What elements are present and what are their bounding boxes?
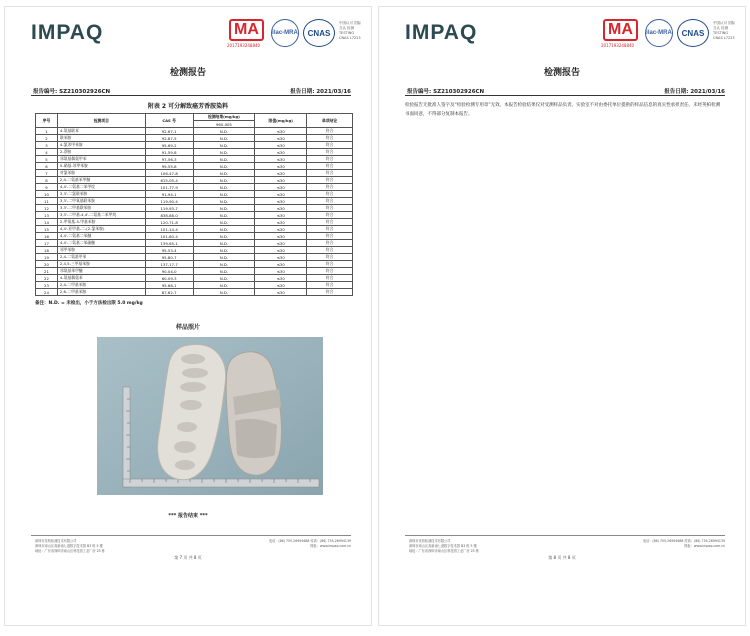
footer-divider bbox=[31, 535, 351, 536]
report-number: 报告编号: SZ210302926CN bbox=[33, 89, 111, 95]
cnas-icon: CNAS bbox=[303, 19, 335, 47]
table-cell: 符合 bbox=[307, 261, 353, 268]
table-cell: 4-氯邻甲苯胺 bbox=[57, 142, 145, 149]
table-cell: N.D. bbox=[193, 149, 255, 156]
table-cell: 95-80-7 bbox=[145, 254, 193, 261]
table-cell: ≤30 bbox=[255, 135, 307, 142]
table-cell: N.D. bbox=[193, 268, 255, 275]
table-cell: 16 bbox=[36, 233, 58, 240]
table-cell: 邻氨基苯甲醚 bbox=[57, 268, 145, 275]
table-cell: 91-94-1 bbox=[145, 191, 193, 198]
impaq-logo: IMPAQ bbox=[31, 21, 104, 44]
table-cell: 9 bbox=[36, 184, 58, 191]
table-cell: 6 bbox=[36, 163, 58, 170]
table-cell: ≤30 bbox=[255, 226, 307, 233]
ma-cert-number: 2017193248840 bbox=[227, 43, 261, 48]
page-footer bbox=[409, 539, 725, 554]
table-cell: ≤30 bbox=[255, 142, 307, 149]
table-cell: 92-67-1 bbox=[145, 128, 193, 135]
table-row bbox=[36, 275, 353, 282]
table-cell: 90-04-0 bbox=[145, 268, 193, 275]
table-cell: N.D. bbox=[193, 226, 255, 233]
table-cell: 4-氨基偶氮苯 bbox=[57, 275, 145, 282]
table-cell: 11 bbox=[36, 198, 58, 205]
table-row bbox=[36, 177, 353, 184]
table-cell: N.D. bbox=[193, 198, 255, 205]
sample-photo-title: 样品照片 bbox=[175, 324, 200, 331]
table-cell: 101-77-9 bbox=[145, 184, 193, 191]
table-note: 备注：N.D. = 未检出，小于方法检出限 5.0 mg/kg bbox=[35, 301, 143, 306]
table-cell: 符合 bbox=[307, 254, 353, 261]
report-page-7 bbox=[4, 6, 372, 626]
ma-cert-mark: MA bbox=[603, 19, 638, 41]
table-cell: 2 bbox=[36, 135, 58, 142]
table-cell: N.D. bbox=[193, 170, 255, 177]
table-cell: 符合 bbox=[307, 240, 353, 247]
table-cell: 2-萘胺 bbox=[57, 149, 145, 156]
table-cell: 4,4'-二氨基二苯甲烷 bbox=[57, 184, 145, 191]
table-cell: 符合 bbox=[307, 149, 353, 156]
col-header: CAS 号 bbox=[145, 114, 193, 128]
page-footer bbox=[35, 539, 351, 554]
table-cell: ≤30 bbox=[255, 170, 307, 177]
table-row bbox=[36, 170, 353, 177]
table-cell: 2,6-二甲基苯胺 bbox=[57, 289, 145, 296]
report-page-8 bbox=[378, 6, 746, 626]
header-divider bbox=[31, 95, 351, 96]
table-cell: 2,4-二氨基甲苯 bbox=[57, 254, 145, 261]
table-cell: 12 bbox=[36, 205, 58, 212]
table-cell: 联苯胺 bbox=[57, 135, 145, 142]
table-cell: 97-56-3 bbox=[145, 156, 193, 163]
table-cell: 5 bbox=[36, 156, 58, 163]
table-cell: 21 bbox=[36, 268, 58, 275]
table-cell: 对氯苯胺 bbox=[57, 170, 145, 177]
table-cell: 2-甲氧基-5-甲基苯胺 bbox=[57, 219, 145, 226]
table-cell: 2,4,5-三甲基苯胺 bbox=[57, 261, 145, 268]
table-cell: 4-氨基联苯 bbox=[57, 128, 145, 135]
table-cell: 106-47-8 bbox=[145, 170, 193, 177]
table-cell: 符合 bbox=[307, 142, 353, 149]
table-cell: N.D. bbox=[193, 233, 255, 240]
table-cell: N.D. bbox=[193, 205, 255, 212]
table-cell: 符合 bbox=[307, 226, 353, 233]
table-cell: ≤30 bbox=[255, 275, 307, 282]
table-cell: 22 bbox=[36, 275, 58, 282]
table-row bbox=[36, 212, 353, 219]
footer-company: 深圳市英柏检测技术有限公司 bbox=[35, 539, 77, 543]
table-cell: 23 bbox=[36, 282, 58, 289]
table-row bbox=[36, 135, 353, 142]
table-cell: 119-93-7 bbox=[145, 205, 193, 212]
table-cell: 838-88-0 bbox=[145, 212, 193, 219]
table-cell: ≤30 bbox=[255, 156, 307, 163]
col-header: 序号 bbox=[36, 114, 58, 128]
table-cell: N.D. bbox=[193, 240, 255, 247]
table-cell: N.D. bbox=[193, 212, 255, 219]
table-row bbox=[36, 282, 353, 289]
table-row bbox=[36, 254, 353, 261]
table-cell: 5-硝基-邻甲苯胺 bbox=[57, 163, 145, 170]
table-cell: 3,3'-二甲氧基联苯胺 bbox=[57, 198, 145, 205]
table-cell: ≤30 bbox=[255, 212, 307, 219]
report-title: 检测报告 bbox=[543, 68, 580, 78]
table-row bbox=[36, 226, 353, 233]
table-cell: 7 bbox=[36, 170, 58, 177]
table-row bbox=[36, 142, 353, 149]
table-cell: 邻氨基偶氮甲苯 bbox=[57, 156, 145, 163]
table-cell: 18 bbox=[36, 247, 58, 254]
footer-address-2: 地址：广东省深圳市南山区科技园工业厂房 25 栋 bbox=[35, 549, 105, 553]
table-row bbox=[36, 205, 353, 212]
certification-marks bbox=[601, 19, 737, 49]
certification-marks bbox=[227, 19, 363, 49]
report-end: *** 报告结束 *** bbox=[168, 513, 208, 519]
table-cell: 符合 bbox=[307, 191, 353, 198]
table-row bbox=[36, 163, 353, 170]
table-cell: ≤30 bbox=[255, 233, 307, 240]
cert-text: 中国认可 国际互认 检测 TESTING CNAS L7223 bbox=[713, 21, 736, 40]
table-title: 附表 2 可分解致癌芳香胺染料 bbox=[147, 103, 229, 110]
table-cell: 10 bbox=[36, 191, 58, 198]
table-cell: 符合 bbox=[307, 177, 353, 184]
table-cell: 17 bbox=[36, 240, 58, 247]
table-cell: 3,3'-二氯联苯胺 bbox=[57, 191, 145, 198]
table-row bbox=[36, 149, 353, 156]
table-cell: 符合 bbox=[307, 205, 353, 212]
table-cell: 14 bbox=[36, 219, 58, 226]
ma-cert-icon bbox=[601, 19, 641, 49]
report-date: 报告日期: 2021/03/16 bbox=[664, 89, 725, 95]
table-cell: 139-65-1 bbox=[145, 240, 193, 247]
table-cell: 99-55-8 bbox=[145, 163, 193, 170]
table-cell: N.D. bbox=[193, 219, 255, 226]
table-cell: 120-71-8 bbox=[145, 219, 193, 226]
table-cell: ≤30 bbox=[255, 261, 307, 268]
ilac-mra-icon: ilac-MRA bbox=[271, 19, 299, 47]
cnas-icon: CNAS bbox=[677, 19, 709, 47]
table-cell: 符合 bbox=[307, 135, 353, 142]
table-cell: 101-14-4 bbox=[145, 226, 193, 233]
table-cell: 符合 bbox=[307, 212, 353, 219]
table-cell: 4,4'-二氨基二苯醚 bbox=[57, 233, 145, 240]
table-cell: 4,4'-二氨基二苯硫醚 bbox=[57, 240, 145, 247]
table-cell: 15 bbox=[36, 226, 58, 233]
table-cell: 87-62-7 bbox=[145, 289, 193, 296]
table-cell: 4,4'-亚甲基-二-(2-氯苯胺) bbox=[57, 226, 145, 233]
table-cell: 1 bbox=[36, 128, 58, 135]
table-cell: ≤30 bbox=[255, 177, 307, 184]
table-cell: ≤30 bbox=[255, 191, 307, 198]
ilac-mra-icon: ilac-MRA bbox=[645, 19, 673, 47]
table-cell: 20 bbox=[36, 261, 58, 268]
table-cell: 符合 bbox=[307, 282, 353, 289]
table-cell: 符合 bbox=[307, 184, 353, 191]
table-cell: 95-53-4 bbox=[145, 247, 193, 254]
table-cell: N.D. bbox=[193, 135, 255, 142]
table-cell: ≤30 bbox=[255, 163, 307, 170]
table-row bbox=[36, 128, 353, 135]
table-cell: 3,3'-二甲基-4,4'-二氨基二苯甲烷 bbox=[57, 212, 145, 219]
table-cell: 3 bbox=[36, 142, 58, 149]
table-cell: 92-87-5 bbox=[145, 135, 193, 142]
table-cell: 95-69-2 bbox=[145, 142, 193, 149]
report-meta bbox=[33, 87, 351, 95]
table-cell: N.D. bbox=[193, 184, 255, 191]
table-cell: ≤30 bbox=[255, 254, 307, 261]
table-cell: N.D. bbox=[193, 275, 255, 282]
table-cell: 60-09-3 bbox=[145, 275, 193, 282]
table-cell: ≤30 bbox=[255, 282, 307, 289]
col-header: 限值(mg/kg) bbox=[255, 114, 307, 128]
table-cell: ≤30 bbox=[255, 247, 307, 254]
footer-address: 深圳市南山区高新南七道数字技术园 B3 栋 5 楼 bbox=[409, 544, 477, 548]
table-cell: N.D. bbox=[193, 156, 255, 163]
page-number: 第 7 页 共 8 页 bbox=[174, 555, 202, 560]
table-row bbox=[36, 240, 353, 247]
table-cell: N.D. bbox=[193, 177, 255, 184]
sample-photo bbox=[97, 337, 323, 495]
page-number: 第 8 页 共 8 页 bbox=[548, 555, 576, 560]
table-cell: 邻甲苯胺 bbox=[57, 247, 145, 254]
sample-id-header: 960-005 bbox=[193, 121, 255, 128]
table-body bbox=[36, 128, 353, 296]
table-cell: 符合 bbox=[307, 247, 353, 254]
table-cell: 符合 bbox=[307, 128, 353, 135]
table-header-row bbox=[36, 114, 353, 121]
footer-divider bbox=[405, 535, 725, 536]
table-cell: N.D. bbox=[193, 128, 255, 135]
ma-cert-number: 2017193248840 bbox=[601, 43, 635, 48]
table-cell: N.D. bbox=[193, 163, 255, 170]
table-row bbox=[36, 289, 353, 296]
table-cell: N.D. bbox=[193, 247, 255, 254]
footer-contact: 电话：(86) 755-26994688 传真：(86) 755-26994139 bbox=[268, 539, 351, 543]
impaq-logo: IMPAQ bbox=[405, 21, 478, 44]
table-cell: 符合 bbox=[307, 163, 353, 170]
dye-results-table bbox=[35, 113, 353, 296]
report-remark: 检验报告无批准人签字及“检验检测专用章”无效。本报告检验结果仅对受测样品负责。实验室不对由委托单位提供的样品信息的真实性承担责任。未经英柏检测书面同意，不得部分复制本报告。 bbox=[405, 103, 721, 117]
report-date: 报告日期: 2021/03/16 bbox=[290, 89, 351, 95]
footer-company: 深圳市英柏检测技术有限公司 bbox=[409, 539, 451, 543]
report-meta bbox=[407, 87, 725, 95]
header-divider bbox=[405, 95, 725, 96]
table-cell: 615-05-4 bbox=[145, 177, 193, 184]
table-cell: N.D. bbox=[193, 254, 255, 261]
cert-text: 中国认可 国际互认 检测 TESTING CNAS L7223 bbox=[339, 21, 362, 40]
table-row bbox=[36, 261, 353, 268]
footer-address: 深圳市南山区高新南七道数字技术园 B3 栋 5 楼 bbox=[35, 544, 103, 548]
table-row bbox=[36, 191, 353, 198]
table-row bbox=[36, 156, 353, 163]
table-cell: N.D. bbox=[193, 142, 255, 149]
table-cell: N.D. bbox=[193, 282, 255, 289]
table-cell: 24 bbox=[36, 289, 58, 296]
table-cell: 符合 bbox=[307, 275, 353, 282]
table-cell: 符合 bbox=[307, 219, 353, 226]
shoe-upper-icon bbox=[226, 352, 281, 475]
table-cell: 137-17-7 bbox=[145, 261, 193, 268]
table-cell: 3,3'-二甲基联苯胺 bbox=[57, 205, 145, 212]
table-row bbox=[36, 247, 353, 254]
table-cell: 95-68-1 bbox=[145, 282, 193, 289]
report-title: 检测报告 bbox=[169, 68, 206, 78]
table-cell: 91-59-8 bbox=[145, 149, 193, 156]
footer-website: 网址：www.impaq.com.cn bbox=[684, 544, 725, 548]
table-cell: 符合 bbox=[307, 289, 353, 296]
table-cell: ≤30 bbox=[255, 240, 307, 247]
table-cell: 119-90-4 bbox=[145, 198, 193, 205]
table-cell: 2,4-二氨基苯甲醚 bbox=[57, 177, 145, 184]
table-cell: 101-80-4 bbox=[145, 233, 193, 240]
table-row bbox=[36, 233, 353, 240]
report-number: 报告编号: SZ210302926CN bbox=[407, 89, 485, 95]
table-cell: ≤30 bbox=[255, 128, 307, 135]
table-row bbox=[36, 219, 353, 226]
table-cell: 2,4-二甲基苯胺 bbox=[57, 282, 145, 289]
table-cell: 19 bbox=[36, 254, 58, 261]
col-header: 检测结果(mg/kg) bbox=[193, 114, 255, 121]
col-header: 单项结论 bbox=[307, 114, 353, 128]
table-cell: 符合 bbox=[307, 156, 353, 163]
table-cell: 符合 bbox=[307, 170, 353, 177]
table-cell: 8 bbox=[36, 177, 58, 184]
table-row bbox=[36, 184, 353, 191]
footer-address-2: 地址：广东省深圳市南山区科技园工业厂房 25 栋 bbox=[409, 549, 479, 553]
table-cell: 4 bbox=[36, 149, 58, 156]
table-cell: ≤30 bbox=[255, 205, 307, 212]
table-cell: 13 bbox=[36, 212, 58, 219]
footer-website: 网址：www.impaq.com.cn bbox=[310, 544, 351, 548]
col-header: 检测项目 bbox=[57, 114, 145, 128]
table-cell: ≤30 bbox=[255, 219, 307, 226]
footer-contact: 电话：(86) 755-26994688 传真：(86) 755-26994139 bbox=[642, 539, 725, 543]
table-cell: ≤30 bbox=[255, 198, 307, 205]
table-cell: 符合 bbox=[307, 268, 353, 275]
table-cell: ≤30 bbox=[255, 184, 307, 191]
table-cell: N.D. bbox=[193, 289, 255, 296]
table-cell: N.D. bbox=[193, 261, 255, 268]
table-cell: ≤30 bbox=[255, 149, 307, 156]
table-cell: 符合 bbox=[307, 198, 353, 205]
ma-cert-icon bbox=[227, 19, 267, 49]
table-cell: ≤30 bbox=[255, 289, 307, 296]
table-cell: ≤30 bbox=[255, 268, 307, 275]
table-row bbox=[36, 268, 353, 275]
table-row bbox=[36, 198, 353, 205]
table-cell: N.D. bbox=[193, 191, 255, 198]
ma-cert-mark: MA bbox=[229, 19, 264, 41]
table-cell: 符合 bbox=[307, 233, 353, 240]
